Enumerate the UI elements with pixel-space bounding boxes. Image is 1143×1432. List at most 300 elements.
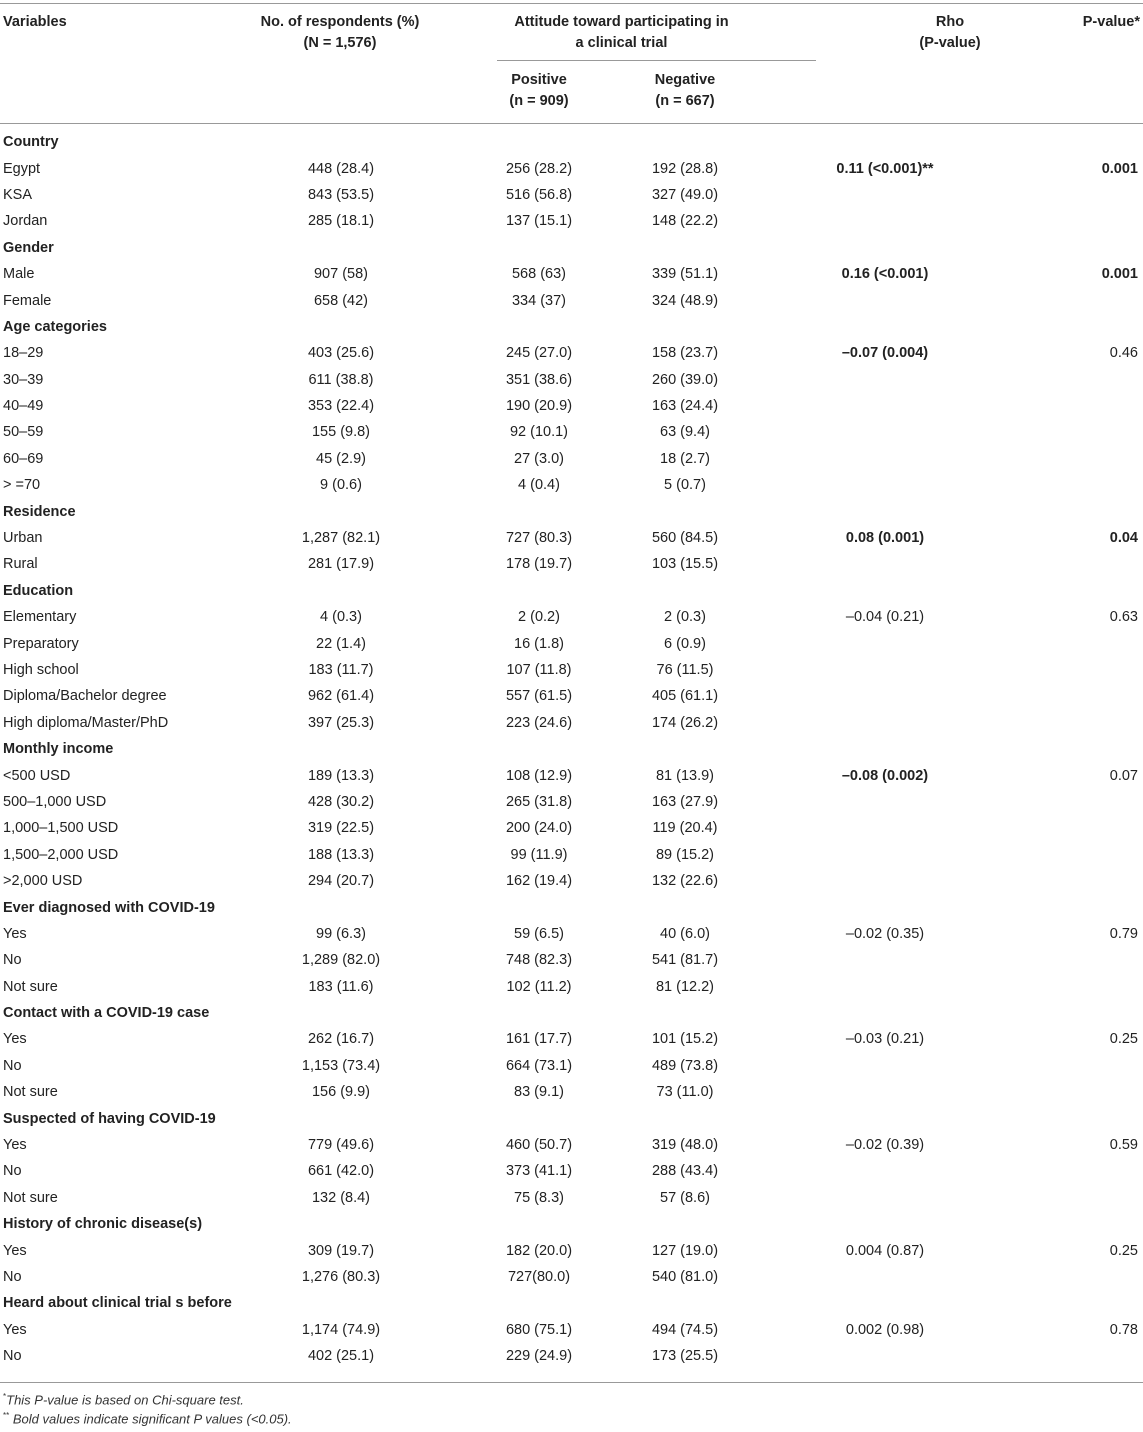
cell-negative: 158 (23.7) — [651, 345, 719, 362]
table-row — [0, 1343, 1143, 1369]
cell-negative: 73 (11.0) — [656, 1084, 714, 1101]
cell-pvalue: 0.001 — [1101, 266, 1138, 283]
table-row — [0, 710, 1143, 736]
group-label: Country — [3, 134, 59, 151]
row-label: Yes — [3, 1031, 27, 1048]
cell-negative: 101 (15.2) — [651, 1031, 719, 1048]
cell-pvalue — [1016, 657, 1143, 683]
table-row — [0, 1317, 1143, 1343]
table-body — [0, 129, 1143, 1369]
table-row — [0, 868, 1143, 894]
cell-respondents: 294 (20.7) — [307, 873, 375, 890]
cell-negative: 81 (13.9) — [655, 767, 715, 784]
cell-pvalue — [1016, 789, 1143, 815]
cell-negative: 18 (2.7) — [660, 450, 710, 467]
row-label: High diploma/Master/PhD — [3, 714, 169, 731]
cell-rho: –0.07 (0.004) — [841, 345, 929, 362]
attitude-subrule — [497, 60, 816, 61]
table-row — [0, 683, 1143, 709]
group-row — [0, 894, 1143, 920]
cell-positive: 108 (12.9) — [505, 767, 573, 784]
table-row — [0, 630, 1143, 656]
group-row — [0, 1290, 1143, 1316]
table-row — [0, 261, 1143, 287]
cell-respondents: 397 (25.3) — [307, 714, 375, 731]
cell-respondents: 319 (22.5) — [307, 820, 375, 837]
cell-respondents: 4 (0.3) — [320, 609, 362, 626]
cell-respondents: 285 (18.1) — [307, 213, 375, 230]
cell-positive: 92 (10.1) — [509, 424, 569, 441]
table-row — [0, 1053, 1143, 1079]
row-label: Yes — [3, 1137, 27, 1154]
cell-rho — [754, 842, 1016, 868]
header-rho-line2: (P-value) — [919, 35, 981, 51]
cell-respondents: 403 (25.6) — [307, 345, 375, 362]
cell-pvalue: 0.46 — [1109, 345, 1138, 362]
table-row — [0, 525, 1143, 551]
row-label: 1,000–1,500 USD — [3, 820, 119, 837]
row-label: Urban — [3, 530, 43, 547]
header-negative-line1: Negative — [654, 72, 716, 88]
cell-rho — [754, 419, 1016, 445]
group-label: Residence — [3, 503, 76, 520]
cell-respondents: 1,174 (74.9) — [301, 1321, 381, 1338]
group-row — [0, 235, 1143, 261]
cell-respondents: 962 (61.4) — [307, 688, 375, 705]
cell-pvalue: 0.63 — [1109, 609, 1138, 626]
cell-rho — [754, 630, 1016, 656]
row-label: Male — [3, 266, 35, 283]
table-row — [0, 340, 1143, 366]
cell-negative: 174 (26.2) — [651, 714, 719, 731]
row-label: 60–69 — [3, 450, 44, 467]
header-respondents-line1: No. of respondents (%) — [260, 14, 420, 30]
cell-pvalue: 0.25 — [1109, 1031, 1138, 1048]
cell-pvalue — [1016, 208, 1143, 234]
cell-respondents: 658 (42) — [313, 292, 368, 309]
cell-rho: –0.02 (0.39) — [845, 1137, 925, 1154]
row-label: >2,000 USD — [3, 873, 83, 890]
cell-respondents: 99 (6.3) — [316, 925, 366, 942]
row-label: 18–29 — [3, 345, 44, 362]
footnote-1-mark: * — [3, 1392, 7, 1401]
row-label: No — [3, 1163, 22, 1180]
header-rho — [880, 12, 1020, 54]
cell-positive: 229 (24.9) — [505, 1348, 573, 1365]
row-label: Egypt — [3, 160, 41, 177]
cell-respondents: 309 (19.7) — [307, 1242, 375, 1259]
cell-rho: –0.03 (0.21) — [845, 1031, 925, 1048]
row-label: No — [3, 1348, 22, 1365]
cell-negative: 5 (0.7) — [664, 477, 706, 494]
cell-positive: 557 (61.5) — [505, 688, 573, 705]
cell-respondents: 843 (53.5) — [307, 186, 375, 203]
cell-rho — [754, 208, 1016, 234]
cell-respondents: 189 (13.3) — [307, 767, 375, 784]
cell-respondents: 22 (1.4) — [316, 635, 366, 652]
cell-rho: –0.02 (0.35) — [845, 925, 925, 942]
row-label: No — [3, 1057, 22, 1074]
cell-pvalue — [1016, 1158, 1143, 1184]
cell-rho — [754, 367, 1016, 393]
group-label: History of chronic disease(s) — [3, 1216, 203, 1233]
table-row — [0, 974, 1143, 1000]
cell-rho: 0.004 (0.87) — [845, 1242, 925, 1259]
cell-negative: 288 (43.4) — [651, 1163, 719, 1180]
table-row — [0, 208, 1143, 234]
cell-rho — [754, 974, 1016, 1000]
footnote-bold-values — [3, 1411, 292, 1426]
header-attitude-line1: Attitude toward participating in — [514, 14, 729, 30]
cell-pvalue: 0.04 — [1109, 530, 1138, 547]
cell-rho — [754, 472, 1016, 498]
cell-rho — [754, 393, 1016, 419]
table-row — [0, 472, 1143, 498]
row-label: Not sure — [3, 1084, 58, 1101]
header-variables: Variables — [3, 14, 67, 30]
cell-negative: 63 (9.4) — [660, 424, 710, 441]
row-label: High school — [3, 662, 79, 678]
cell-negative: 163 (24.4) — [651, 398, 719, 415]
cell-pvalue — [1016, 419, 1143, 445]
cell-positive: 16 (1.8) — [514, 635, 564, 652]
cell-rho — [754, 789, 1016, 815]
row-label: 1,500–2,000 USD — [3, 846, 119, 863]
cell-positive: 182 (20.0) — [505, 1242, 573, 1259]
cell-negative: 405 (61.1) — [651, 688, 719, 705]
table-row — [0, 762, 1143, 788]
group-row — [0, 1211, 1143, 1237]
cell-positive: 4 (0.4) — [518, 477, 560, 494]
cell-respondents: 661 (42.0) — [307, 1163, 375, 1180]
cell-negative: 2 (0.3) — [664, 609, 706, 626]
cell-negative: 6 (0.9) — [664, 635, 706, 652]
cell-pvalue — [1016, 1343, 1143, 1369]
cell-rho — [754, 1264, 1016, 1290]
group-row — [0, 578, 1143, 604]
row-label: 30–39 — [3, 371, 44, 388]
table-row — [0, 921, 1143, 947]
cell-rho: 0.002 (0.98) — [845, 1321, 925, 1338]
cell-negative: 81 (12.2) — [655, 978, 715, 995]
cell-rho: –0.04 (0.21) — [845, 609, 925, 626]
cell-positive: 27 (3.0) — [514, 450, 564, 467]
cell-respondents: 183 (11.6) — [308, 978, 374, 995]
cell-negative: 119 (20.4) — [652, 820, 718, 837]
cell-positive: 99 (11.9) — [510, 846, 568, 863]
header-negative-line2: (n = 667) — [655, 93, 715, 109]
cell-negative: 319 (48.0) — [651, 1137, 719, 1154]
row-label: Rural — [3, 556, 38, 573]
cell-negative: 541 (81.7) — [651, 952, 719, 969]
cell-pvalue — [1016, 182, 1143, 208]
table-row — [0, 789, 1143, 815]
cell-respondents: 183 (11.7) — [308, 662, 374, 678]
group-row — [0, 129, 1143, 155]
cell-positive: 137 (15.1) — [505, 213, 573, 230]
cell-negative: 489 (73.8) — [651, 1057, 719, 1074]
row-label: 50–59 — [3, 424, 44, 441]
cell-pvalue — [1016, 815, 1143, 841]
table-row — [0, 1158, 1143, 1184]
cell-rho — [754, 1185, 1016, 1211]
header-negative — [636, 70, 734, 112]
cell-pvalue — [1016, 974, 1143, 1000]
table-row — [0, 604, 1143, 630]
table-row — [0, 182, 1143, 208]
cell-pvalue — [1016, 1185, 1143, 1211]
cell-negative: 192 (28.8) — [651, 160, 719, 177]
cell-pvalue: 0.07 — [1109, 767, 1138, 784]
group-label: Gender — [3, 239, 54, 256]
header-rho-line1: Rho — [935, 14, 965, 30]
cell-positive: 664 (73.1) — [505, 1057, 573, 1074]
row-label: No — [3, 1268, 22, 1285]
cell-respondents: 45 (2.9) — [316, 450, 366, 467]
cell-pvalue — [1016, 393, 1143, 419]
cell-positive: 75 (8.3) — [514, 1189, 564, 1206]
cell-rho — [754, 683, 1016, 709]
table-row — [0, 367, 1143, 393]
footnote-2-text: Bold values indicate significant P values (<0.05). — [9, 1411, 292, 1427]
table-row — [0, 1185, 1143, 1211]
cell-pvalue — [1016, 1053, 1143, 1079]
cell-positive: 223 (24.6) — [505, 714, 573, 731]
row-label: Yes — [3, 1242, 27, 1259]
table-row — [0, 657, 1143, 683]
cell-respondents: 281 (17.9) — [307, 556, 375, 573]
cell-pvalue: 0.78 — [1109, 1321, 1138, 1338]
cell-rho — [754, 657, 1016, 683]
table-row — [0, 1237, 1143, 1263]
table-row — [0, 947, 1143, 973]
cell-positive: 460 (50.7) — [505, 1137, 573, 1154]
header-positive — [490, 70, 588, 112]
table-row — [0, 155, 1143, 181]
cell-respondents: 1,276 (80.3) — [301, 1268, 381, 1285]
cell-rho — [754, 182, 1016, 208]
cell-positive: 107 (11.8) — [506, 662, 572, 678]
cell-negative: 148 (22.2) — [651, 213, 719, 230]
cell-rho — [754, 947, 1016, 973]
group-label: Education — [3, 582, 74, 599]
table-row — [0, 446, 1143, 472]
cell-negative: 163 (27.9) — [651, 793, 719, 810]
row-label: Elementary — [3, 609, 77, 626]
cell-respondents: 132 (8.4) — [311, 1189, 371, 1206]
group-row — [0, 498, 1143, 524]
cell-respondents: 1,289 (82.0) — [301, 952, 381, 969]
cell-positive: 59 (6.5) — [514, 925, 564, 942]
cell-positive: 373 (41.1) — [505, 1163, 573, 1180]
cell-rho — [754, 1079, 1016, 1105]
cell-rho — [754, 710, 1016, 736]
group-row — [0, 736, 1143, 762]
cell-rho — [754, 551, 1016, 577]
row-label: Diploma/Bachelor degree — [3, 688, 167, 705]
cell-pvalue: 0.59 — [1109, 1137, 1138, 1154]
cell-negative: 339 (51.1) — [651, 266, 719, 283]
cell-rho: –0.08 (0.002) — [841, 767, 929, 784]
cell-pvalue — [1016, 710, 1143, 736]
row-label: Not sure — [3, 1189, 58, 1206]
group-label: Suspected of having COVID-19 — [3, 1110, 216, 1127]
cell-negative: 103 (15.5) — [651, 556, 719, 573]
table-row — [0, 551, 1143, 577]
row-label: KSA — [3, 186, 33, 203]
cell-pvalue — [1016, 367, 1143, 393]
cell-rho — [754, 868, 1016, 894]
cell-pvalue: 0.001 — [1101, 160, 1138, 177]
cell-positive: 265 (31.8) — [505, 793, 573, 810]
cell-negative: 560 (84.5) — [651, 530, 719, 547]
header-respondents-line2: (N = 1,576) — [303, 35, 377, 51]
row-label: 500–1,000 USD — [3, 793, 107, 810]
cell-negative: 40 (6.0) — [660, 925, 710, 942]
cell-respondents: 448 (28.4) — [307, 160, 375, 177]
cell-respondents: 1,153 (73.4) — [301, 1057, 381, 1074]
cell-negative: 327 (49.0) — [651, 186, 719, 203]
cell-pvalue — [1016, 630, 1143, 656]
group-row — [0, 314, 1143, 340]
cell-negative: 494 (74.5) — [651, 1321, 719, 1338]
cell-respondents: 262 (16.7) — [307, 1031, 375, 1048]
cell-positive: 200 (24.0) — [505, 820, 573, 837]
cell-positive: 334 (37) — [511, 292, 566, 309]
header-positive-line1: Positive — [511, 72, 567, 88]
cell-rho — [754, 1158, 1016, 1184]
cell-positive: 516 (56.8) — [505, 186, 573, 203]
cell-positive: 727 (80.3) — [505, 530, 573, 547]
table-row — [0, 1079, 1143, 1105]
row-label: Yes — [3, 1321, 27, 1338]
cell-pvalue — [1016, 947, 1143, 973]
cell-pvalue — [1016, 551, 1143, 577]
cell-respondents: 907 (58) — [313, 266, 368, 283]
cell-positive: 190 (20.9) — [505, 398, 573, 415]
cell-pvalue — [1016, 842, 1143, 868]
cell-pvalue: 0.79 — [1109, 925, 1138, 942]
cell-positive: 748 (82.3) — [505, 952, 573, 969]
cell-positive: 102 (11.2) — [506, 978, 572, 995]
table-row — [0, 1026, 1143, 1052]
cell-respondents: 9 (0.6) — [320, 477, 362, 494]
cell-positive: 351 (38.6) — [505, 371, 573, 388]
cell-pvalue: 0.25 — [1109, 1242, 1138, 1259]
footnote-1-text: This P-value is based on Chi-square test. — [6, 1392, 244, 1408]
cell-negative: 132 (22.6) — [651, 873, 719, 890]
cell-rho — [754, 446, 1016, 472]
cell-negative: 540 (81.0) — [651, 1268, 719, 1285]
cell-negative: 127 (19.0) — [651, 1242, 719, 1259]
group-label: Age categories — [3, 318, 107, 335]
cell-positive: 162 (19.4) — [505, 873, 573, 890]
row-label: Yes — [3, 925, 27, 942]
header-respondents — [220, 12, 460, 54]
cell-rho: 0.11 (<0.001)** — [836, 160, 934, 177]
cell-respondents: 353 (22.4) — [307, 398, 375, 415]
row-label: No — [3, 952, 22, 969]
row-label: Preparatory — [3, 635, 79, 652]
cell-pvalue — [1016, 868, 1143, 894]
header-pvalue: P-value* — [1082, 14, 1140, 30]
header-attitude-line2: a clinical trial — [575, 35, 668, 51]
cell-negative: 324 (48.9) — [651, 292, 719, 309]
group-label: Ever diagnosed with COVID-19 — [3, 899, 215, 916]
cell-pvalue — [1016, 446, 1143, 472]
header-positive-line2: (n = 909) — [509, 93, 569, 109]
cell-respondents: 155 (9.8) — [311, 424, 371, 441]
group-row — [0, 1000, 1143, 1026]
cell-pvalue — [1016, 472, 1143, 498]
group-label: Monthly income — [3, 741, 114, 758]
cell-positive: 568 (63) — [511, 266, 566, 283]
cell-rho — [754, 287, 1016, 313]
data-table — [0, 129, 1143, 1369]
cell-rho — [754, 815, 1016, 841]
cell-positive: 727(80.0) — [507, 1268, 571, 1285]
cell-positive: 256 (28.2) — [505, 160, 573, 177]
table-row — [0, 287, 1143, 313]
cell-positive: 161 (17.7) — [505, 1031, 573, 1048]
cell-positive: 680 (75.1) — [505, 1321, 573, 1338]
cell-respondents: 1,287 (82.1) — [301, 530, 381, 547]
cell-rho: 0.08 (0.001) — [845, 530, 925, 547]
cell-positive: 2 (0.2) — [518, 609, 560, 626]
cell-respondents: 779 (49.6) — [307, 1137, 375, 1154]
table-bottom-rule — [0, 1382, 1143, 1383]
cell-respondents: 428 (30.2) — [307, 793, 375, 810]
cell-respondents: 402 (25.1) — [307, 1348, 375, 1365]
row-label: Jordan — [3, 213, 48, 230]
cell-negative: 173 (25.5) — [651, 1348, 719, 1365]
footnote-chi-square — [3, 1392, 244, 1407]
group-row — [0, 1105, 1143, 1131]
row-label: <500 USD — [3, 767, 71, 784]
cell-negative: 57 (8.6) — [660, 1189, 710, 1206]
cell-positive: 245 (27.0) — [505, 345, 573, 362]
cell-pvalue — [1016, 1079, 1143, 1105]
table-row — [0, 1132, 1143, 1158]
cell-positive: 83 (9.1) — [514, 1084, 564, 1101]
header-bottom-rule — [0, 123, 1143, 124]
row-label: Not sure — [3, 978, 58, 995]
cell-negative: 76 (11.5) — [656, 662, 714, 678]
table-row — [0, 815, 1143, 841]
top-rule — [0, 3, 1143, 4]
cell-positive: 178 (19.7) — [505, 556, 573, 573]
cell-respondents: 188 (13.3) — [307, 846, 375, 863]
header-attitude — [497, 12, 746, 54]
row-label: 40–49 — [3, 398, 44, 415]
cell-respondents: 611 (38.8) — [308, 371, 374, 388]
cell-rho — [754, 1343, 1016, 1369]
cell-negative: 260 (39.0) — [651, 371, 719, 388]
table-row — [0, 419, 1143, 445]
footnote-2-mark: ** — [3, 1411, 10, 1420]
cell-negative: 89 (15.2) — [655, 846, 715, 863]
cell-rho: 0.16 (<0.001) — [841, 266, 929, 283]
cell-pvalue — [1016, 1264, 1143, 1290]
group-label: Heard about clinical trial s before — [3, 1295, 232, 1312]
cell-respondents: 156 (9.9) — [311, 1084, 371, 1101]
cell-pvalue — [1016, 683, 1143, 709]
group-label: Contact with a COVID-19 case — [3, 1005, 210, 1022]
row-label: Female — [3, 292, 52, 309]
cell-rho — [754, 1053, 1016, 1079]
table-row — [0, 393, 1143, 419]
cell-pvalue — [1016, 287, 1143, 313]
